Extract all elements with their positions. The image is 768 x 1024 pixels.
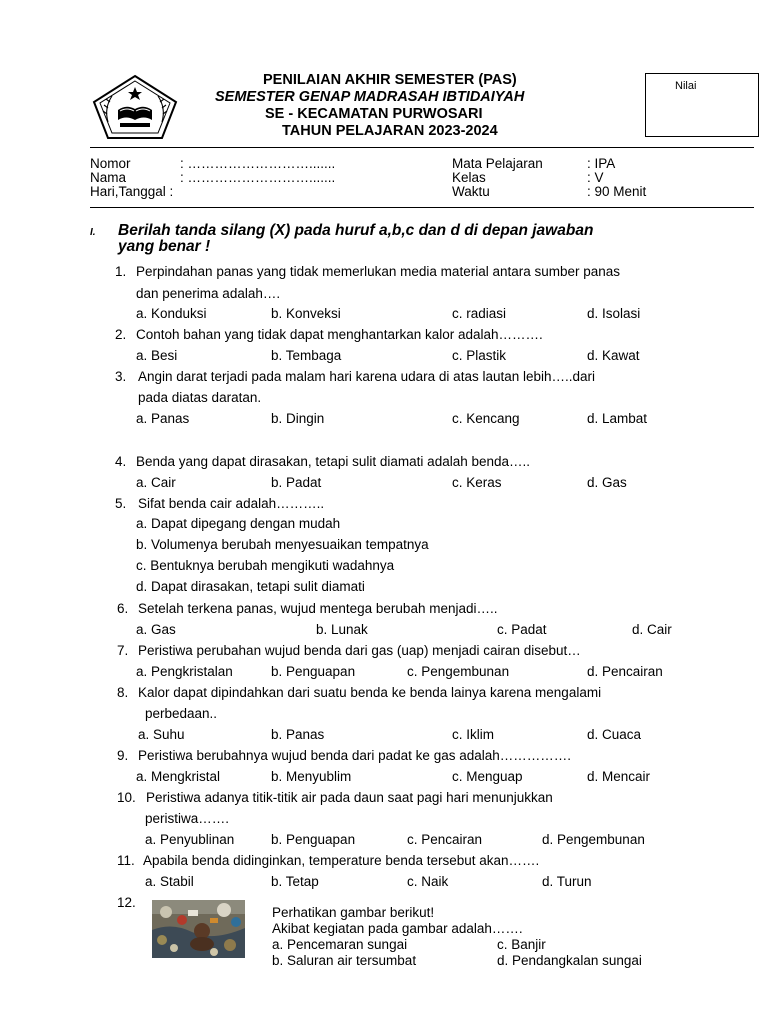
identity-mapel-value: : IPA [587,156,616,171]
identity-kelas-label: Kelas [452,170,486,185]
answer-option[interactable]: a. Pencemaran sungai [272,937,408,952]
header-title-line3: SE - KECAMATAN PURWOSARI [265,106,483,122]
question-number: 7. [117,643,129,658]
identity-waktu-value: : 90 Menit [587,184,647,199]
answer-option[interactable]: c. Naik [407,874,449,889]
answer-option[interactable]: d. Turun [542,874,592,889]
identity-hari-tanggal-label: Hari,Tanggal : [90,184,174,199]
answer-option[interactable]: c. Padat [497,622,547,637]
question-number: 1. [115,264,127,279]
question-text-cont: Akibat kegiatan pada gambar adalah……. [272,921,523,936]
answer-option[interactable]: a. Penyublinan [145,832,235,847]
answer-option[interactable]: b. Menyublim [271,769,352,784]
answer-option[interactable]: c. Pengembunan [407,664,510,679]
question-text-cont: perbedaan.. [145,706,218,721]
answer-option[interactable]: b. Tetap [271,874,319,889]
answer-option[interactable]: c. Iklim [452,727,494,742]
question-number: 10. [117,790,136,805]
question-text-cont: peristiwa……. [145,811,230,826]
identity-nomor-field[interactable]: : ………………………....... [180,156,336,171]
answer-option[interactable]: c. Plastik [452,348,507,363]
answer-option[interactable]: b. Penguapan [271,664,356,679]
question-text: Contoh bahan yang tidak dapat menghantarkan kalor adalah………. [136,327,543,342]
answer-option[interactable]: c. Banjir [497,937,546,952]
answer-option[interactable]: d. Cair [632,622,672,637]
question-text: Benda yang dapat dirasakan, tetapi sulit diamati adalah benda….. [136,454,531,469]
header-title-line1: PENILAIAN AKHIR SEMESTER (PAS) [263,72,517,88]
answer-option[interactable]: b. Penguapan [271,832,356,847]
answer-option[interactable]: a. Pengkristalan [136,664,233,679]
question-number: 11. [117,853,135,868]
header-title-line2: SEMESTER GENAP MADRASAH IBTIDAIYAH [215,89,525,105]
answer-option[interactable]: a. Mengkristal [136,769,221,784]
question-text: Peristiwa adanya titik-titik air pada daun saat pagi hari menunjukkan [146,790,553,805]
answer-option[interactable]: c. Bentuknya berubah mengikuti wadahnya [136,558,395,573]
question-text: Angin darat terjadi pada malam hari karena udara di atas lautan lebih…..dari [138,369,596,384]
answer-option[interactable]: a. Besi [136,348,178,363]
score-box-label: Nilai [675,80,697,92]
answer-option[interactable]: b. Lunak [316,622,368,637]
answer-option[interactable]: a. Suhu [138,727,185,742]
answer-option[interactable]: d. Kawat [587,348,640,363]
answer-option[interactable]: b. Padat [271,475,322,490]
answer-option[interactable]: d. Pendangkalan sungai [497,953,642,968]
answer-option[interactable]: b. Volumenya berubah menyesuaikan tempatnya [136,537,429,552]
question-text-cont: dan penerima adalah…. [136,286,281,301]
answer-option[interactable]: c. Pencairan [407,832,483,847]
answer-option[interactable]: b. Tembaga [271,348,342,363]
polluted-river-photo [152,900,245,958]
instruction-line2: yang benar ! [118,238,211,255]
answer-option[interactable]: b. Dingin [271,411,325,426]
answer-option[interactable]: b. Panas [271,727,325,742]
answer-option[interactable]: a. Panas [136,411,190,426]
instruction-line1: Berilah tanda silang (X) pada huruf a,b,c dan d di depan jawaban [118,222,594,239]
question-number: 6. [117,601,129,616]
answer-option[interactable]: c. Menguap [452,769,523,784]
question-text: Kalor dapat dipindahkan dari suatu benda ke benda lainya karena mengalami [138,685,602,700]
answer-option[interactable]: d. Gas [587,475,627,490]
answer-option[interactable]: b. Saluran air tersumbat [272,953,417,968]
identity-nama-field[interactable]: : ………………………....... [180,170,336,185]
answer-option[interactable]: c. Kencang [452,411,520,426]
answer-option[interactable]: a. Konduksi [136,306,207,321]
answer-option[interactable]: d. Pencairan [587,664,663,679]
question-number: 3. [115,369,127,384]
question-text-cont: pada diatas daratan. [138,390,262,405]
question-text: Peristiwa perubahan wujud benda dari gas (uap) menjadi cairan disebut… [138,643,581,658]
answer-option[interactable]: d. Isolasi [587,306,641,321]
question-number: 4. [115,454,127,469]
question-text: Setelah terkena panas, wujud mentega berubah menjadi….. [138,601,498,616]
question-number: 2. [115,327,127,342]
question-number: 9. [117,748,129,763]
question-text: Sifat benda cair adalah……….. [138,496,325,511]
answer-option[interactable]: b. Konveksi [271,306,341,321]
question-text: Perpindahan panas yang tidak memerlukan media material antara sumber panas [136,264,621,279]
identity-waktu-label: Waktu [452,184,490,199]
answer-option[interactable]: c. Keras [452,475,502,490]
question-text: Apabila benda didinginkan, temperature benda tersebut akan……. [143,853,540,868]
answer-option[interactable]: a. Cair [136,475,176,490]
identity-mapel-label: Mata Pelajaran [452,156,543,171]
identity-kelas-value: : V [587,170,604,185]
answer-option[interactable]: d. Dapat dirasakan, tetapi sulit diamati [136,579,365,594]
answer-option[interactable]: d. Mencair [587,769,651,784]
identity-nomor-label: Nomor [90,156,131,171]
question-text: Perhatikan gambar berikut! [272,905,435,920]
answer-option[interactable]: c. radiasi [452,306,507,321]
answer-option[interactable]: a. Dapat dipegang dengan mudah [136,516,341,531]
question-number: 8. [117,685,129,700]
header-title-line4: TAHUN PELAJARAN 2023-2024 [282,123,498,139]
question-number: 5. [115,496,127,511]
answer-option[interactable]: d. Cuaca [587,727,642,742]
header-divider-bottom [90,207,754,208]
identity-nama-label: Nama [90,170,127,185]
answer-option[interactable]: a. Gas [136,622,176,637]
header-divider-top [90,147,754,148]
madrasah-logo [92,74,178,140]
question-number: 12. [117,895,136,910]
section-number: I. [90,227,96,238]
answer-option[interactable]: a. Stabil [145,874,194,889]
answer-option[interactable]: d. Lambat [587,411,648,426]
question-text: Peristiwa berubahnya wujud benda dari padat ke gas adalah……………. [138,748,572,763]
answer-option[interactable]: d. Pengembunan [542,832,645,847]
score-box[interactable] [645,73,759,137]
